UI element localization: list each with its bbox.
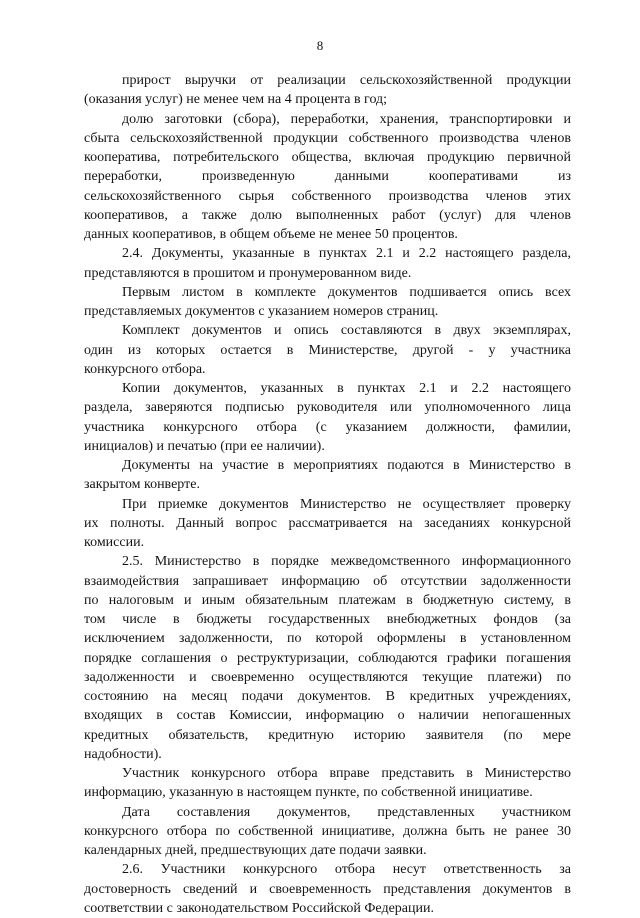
text-line: Участник конкурсного отбора вправе представить в Министерство (122, 766, 571, 781)
text-line: Дата составления документов, представленных участником (122, 804, 571, 820)
paragraph (84, 495, 571, 553)
text-line: Документы на участие в мероприятиях подаются в Министерство в (122, 458, 571, 473)
text-line: комиссии. (84, 535, 145, 550)
text-line: информацию, указанную в настоящем пункте, по собственной инициативе. (84, 785, 533, 801)
text-line: конкурсного отбора. (84, 361, 206, 377)
paragraph (84, 321, 571, 379)
paragraph (84, 803, 571, 861)
paragraph (84, 244, 571, 283)
text-line: порядке соглашения о реструктуризации, соблюдаются графики погашения (84, 650, 571, 666)
text-line: надобности). (84, 746, 162, 762)
text-line: представляются в прошитом и пронумерованном виде. (84, 265, 412, 281)
page-number: 8 (316, 38, 324, 53)
text-line: 2.5. Министерство в порядке межведомственного информационного (122, 554, 571, 570)
text-line: соответствии с законодательством Российской Федерации. (84, 900, 434, 916)
text-line: Копии документов, указанных в пунктах 2.1 и 2.2 настоящего (122, 381, 571, 396)
text-line: 2.4. Документы, указанные в пунктах 2.1 и 2.2 настоящего раздела, (122, 246, 571, 262)
paragraph (84, 379, 571, 456)
document-body (84, 71, 571, 918)
paragraph (84, 764, 571, 803)
text-line: закрытом конверте. (84, 477, 200, 493)
text-line: прирост выручки от реализации сельскохозяйственной продукции (122, 73, 571, 88)
text-line: один из которых остается в Министерстве, другой - у участника (84, 342, 571, 358)
text-line: по налоговым и иным обязательным платежам в бюджетную систему, в (84, 592, 571, 608)
text-line: сбыта сельскохозяйственной продукции собственного производства членов (84, 130, 571, 146)
text-line: Комплект документов и опись составляются в двух экземплярах, (122, 323, 571, 339)
text-line: переработки, произведенную данными кооперативами из (84, 169, 571, 185)
text-line: входящих в состав Комиссии, информацию о наличии непогашенных (84, 708, 571, 724)
paragraph (84, 283, 571, 322)
text-line: участника конкурсного отбора (с указанием должности, фамилии, (84, 419, 571, 435)
text-line: кооператива, потребительского общества, включая продукцию первичной (84, 150, 571, 165)
text-line: долю заготовки (сбора), переработки, хранения, транспортировки и (122, 111, 571, 127)
text-line: задолженности и своевременно осуществляются текущие платежи) по (84, 669, 571, 685)
text-line: достоверность сведений и своевременность представления документов в (84, 881, 571, 897)
paragraph (84, 110, 571, 245)
paragraph (84, 71, 571, 110)
text-line: состоянию на месяц подачи документов. В кредитных учреждениях, (84, 689, 571, 704)
text-line: данных кооперативов, в общем объеме не менее 50 процентов. (84, 227, 458, 242)
text-line: исключением задолженности, по которой оформлены в установленном (84, 631, 571, 647)
text-line: 2.6. Участники конкурсного отбора несут ответственность за (122, 862, 571, 878)
text-line: раздела, заверяются подписью руководителя или уполномоченного лица (84, 400, 571, 416)
paragraph (84, 860, 571, 918)
text-line: взаимодействия запрашивает информацию об отсутствии задолженности (84, 573, 571, 589)
text-line: представляемых документов с указанием номеров страниц. (84, 304, 439, 319)
text-line: их полноты. Данный вопрос рассматривается на заседаниях конкурсной (84, 515, 571, 531)
paragraph (84, 552, 571, 764)
text-line: кредитных обязательств, кредитную историю заявителя (по мере (84, 727, 571, 743)
text-line: календарных дней, предшествующих дате подачи заявки. (84, 843, 427, 858)
text-line: При приемке документов Министерство не осуществляет проверку (122, 496, 571, 512)
text-line: кооперативов, а также долю выполненных работ (услуг) для членов (84, 207, 571, 223)
text-line: Первым листом в комплекте документов подшивается опись всех (122, 284, 571, 300)
text-line: сельскохозяйственного сырья собственного производства членов этих (84, 188, 571, 204)
text-line: (оказания услуг) не менее чем на 4 процента в год; (84, 92, 388, 108)
text-line: конкурсного отбора по собственной инициативе, должна быть не ранее 30 (84, 823, 571, 839)
paragraph (84, 456, 571, 495)
text-line: том числе в бюджеты государственных внебюджетных фондов (за (84, 612, 571, 627)
text-line: инициалов) и печатью (при ее наличии). (84, 438, 325, 454)
